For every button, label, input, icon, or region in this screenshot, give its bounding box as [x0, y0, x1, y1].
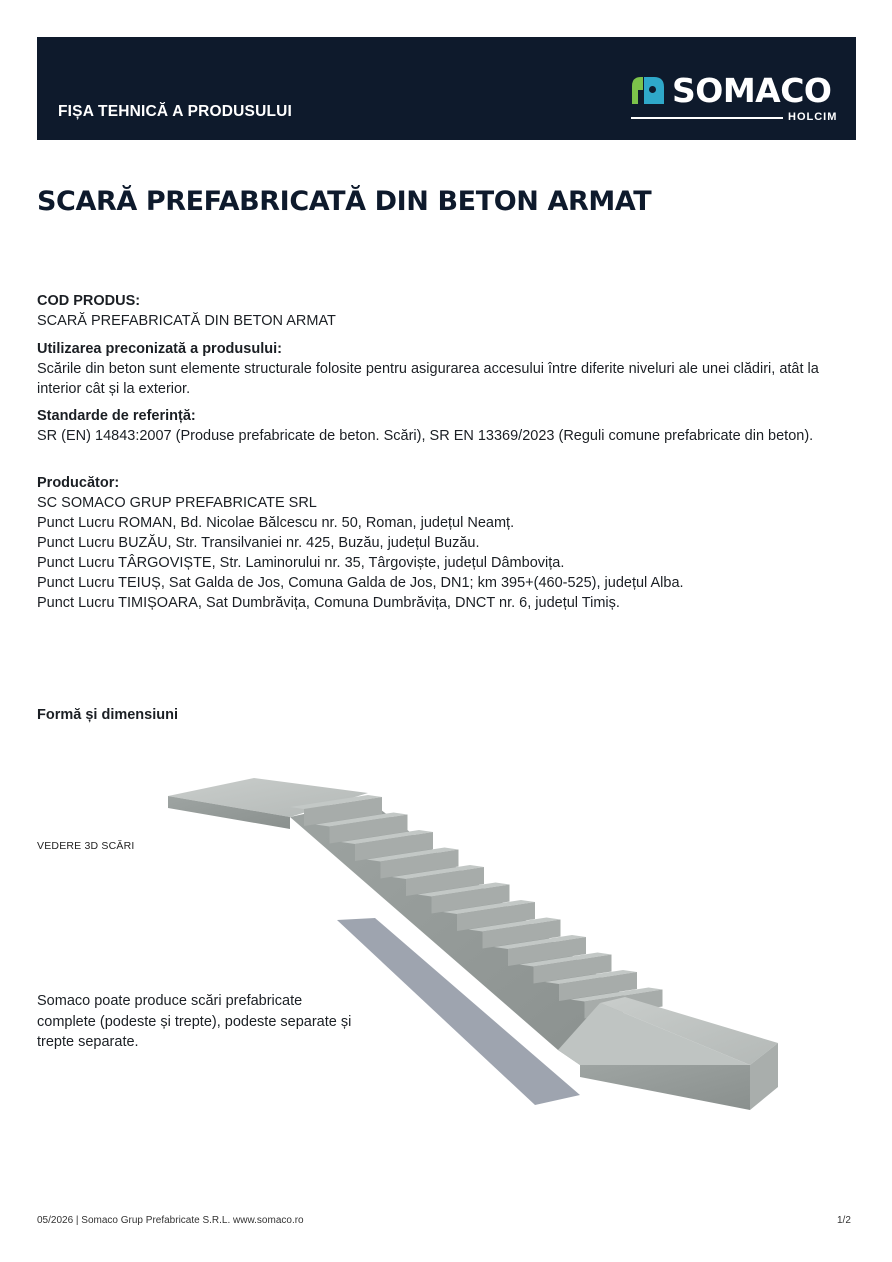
- forma-title: Formă și dimensiuni: [37, 707, 178, 723]
- producator-timisoara: Punct Lucru TIMIȘOARA, Sat Dumbrăvița, Comuna Dumbrăvița, DNCT nr. 6, județul Timiș.: [37, 595, 620, 611]
- logo-name: SOMACO: [672, 71, 832, 110]
- cod-produs-label: COD PRODUS:: [37, 293, 141, 309]
- page-title: SCARĂ PREFABRICATĂ DIN BETON ARMAT: [37, 186, 652, 217]
- producator-company: SC SOMACO GRUP PREFABRICATE SRL: [37, 495, 317, 511]
- view-label: VEDERE 3D SCĂRI: [37, 840, 135, 852]
- section-standarde: [37, 406, 847, 446]
- logo-sub: HOLCIM: [788, 111, 838, 123]
- section-producator: [37, 473, 847, 613]
- standarde-label: Standarde de referință:: [37, 408, 196, 424]
- producator-label: Producător:: [37, 475, 120, 491]
- header-banner: [37, 37, 856, 140]
- producator-teius: Punct Lucru TEIUȘ, Sat Galda de Jos, Comuna Galda de Jos, DN1; km 395+(460-525), județul Alba.: [37, 575, 684, 591]
- somaco-logo-icon: [630, 74, 666, 106]
- producator-buzau: Punct Lucru BUZĂU, Str. Transilvaniei nr. 425, Buzău, județul Buzău.: [37, 535, 480, 551]
- standarde-text: SR (EN) 14843:2007 (Produse prefabricate de beton. Scări), SR EN 13369/2023 (Reguli comune prefabricate din beton).: [37, 428, 814, 444]
- utilizare-label: Utilizarea preconizată a produsului:: [37, 341, 282, 357]
- somaco-logo[interactable]: [630, 73, 840, 125]
- section-utilizare: [37, 339, 847, 399]
- stairs-3d-image: [150, 765, 800, 1125]
- lower-landing-side: [580, 1065, 750, 1110]
- utilizare-text: Scările din beton sunt elemente structurale folosite pentru asigurarea accesului între diferite niveluri ale unei clădiri, atât la interior cât și la exterior.: [37, 361, 819, 397]
- cod-produs-value: SCARĂ PREFABRICATĂ DIN BETON ARMAT: [37, 313, 336, 329]
- producator-roman: Punct Lucru ROMAN, Bd. Nicolae Bălcescu nr. 50, Roman, județul Neamț.: [37, 515, 515, 531]
- header-title: FIȘA TEHNICĂ A PRODUSULUI: [58, 103, 293, 120]
- section-cod-produs: [37, 291, 847, 331]
- production-note: Somaco poate produce scări prefabricate complete (podeste și trepte), podeste separate și trepte separate.: [37, 993, 352, 1050]
- page-number: 1/2: [837, 1215, 851, 1226]
- footer-info: 05/2026 | Somaco Grup Prefabricate S.R.L. www.somaco.ro: [37, 1215, 304, 1226]
- producator-targoviste: Punct Lucru TÂRGOVIȘTE, Str. Laminorului nr. 35, Târgoviște, județul Dâmbovița.: [37, 555, 565, 571]
- logo-divider: [631, 117, 783, 119]
